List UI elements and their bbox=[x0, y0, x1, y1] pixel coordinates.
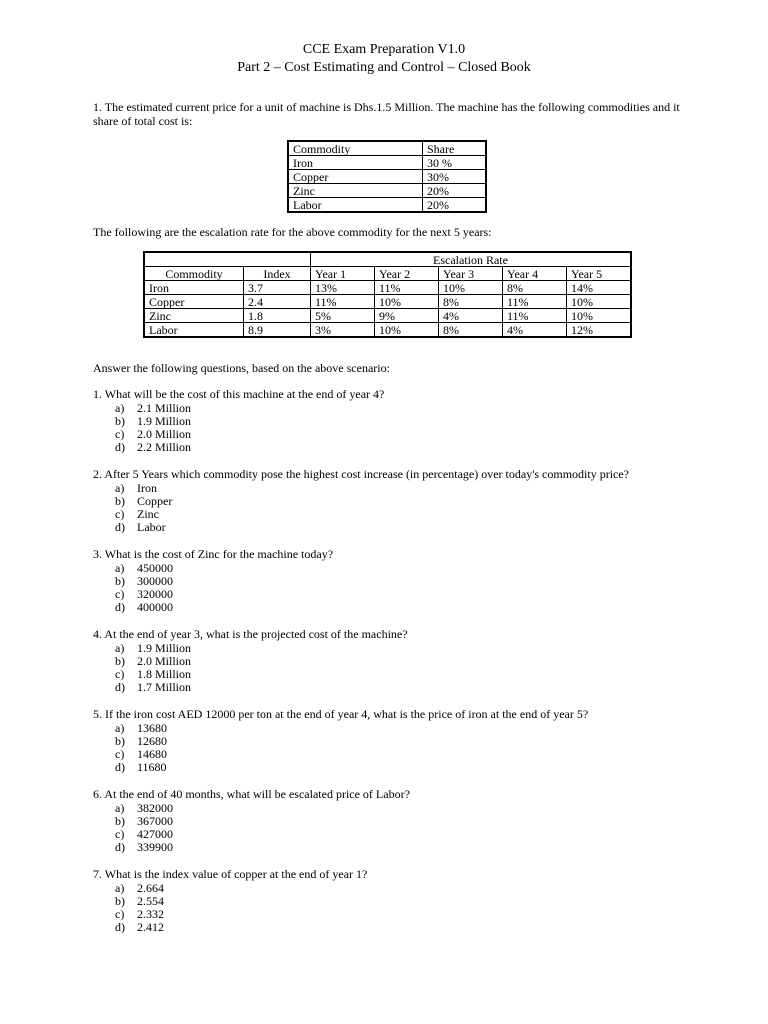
option-text: 2.554 bbox=[137, 893, 164, 908]
answer-options bbox=[93, 642, 693, 695]
question-text: 3. What is the cost of Zinc for the machine today? bbox=[93, 547, 334, 561]
question-text: 7. What is the index value of copper at the end of year 1? bbox=[93, 867, 368, 881]
option-text: 11680 bbox=[137, 760, 167, 775]
option-letter: a) bbox=[115, 400, 125, 415]
option-letter: a) bbox=[115, 880, 125, 895]
option-letter: c) bbox=[115, 587, 125, 602]
answer-option bbox=[93, 642, 693, 655]
question-block bbox=[93, 548, 693, 615]
table-cell: 10% bbox=[375, 323, 439, 338]
option-letter: b) bbox=[115, 573, 125, 588]
option-letter: c) bbox=[115, 827, 125, 842]
question-text: 5. If the iron cost AED 12000 per ton at the end of year 4, what is the price of iron at the end of year 5? bbox=[93, 707, 589, 721]
option-text: 1.9 Million bbox=[137, 413, 192, 428]
answer-option bbox=[93, 508, 693, 521]
table-cell: 12% bbox=[567, 323, 632, 338]
table-cell: 13% bbox=[311, 281, 375, 295]
table-header-cell: Index bbox=[244, 267, 311, 281]
table-cell: 10% bbox=[375, 295, 439, 309]
commodity-share-table bbox=[287, 140, 487, 213]
answer-options bbox=[93, 722, 693, 775]
table-cell: 11% bbox=[311, 295, 375, 309]
empty-cell bbox=[144, 252, 244, 267]
table-header-cell: Year 3 bbox=[439, 267, 503, 281]
question-text: 1. What will be the cost of this machine at the end of year 4? bbox=[93, 387, 385, 401]
table-cell: Iron bbox=[288, 156, 423, 170]
table-row bbox=[144, 323, 631, 338]
table-header-cell: Share bbox=[423, 141, 487, 156]
option-text: 427000 bbox=[137, 827, 173, 842]
table-cell: 30 % bbox=[423, 156, 487, 170]
table-header-cell: Year 2 bbox=[375, 267, 439, 281]
table-cell: 3.7 bbox=[244, 281, 311, 295]
table-header-row bbox=[144, 267, 631, 281]
option-text: 1.7 Million bbox=[137, 680, 192, 695]
answer-options bbox=[93, 882, 693, 935]
answer-option bbox=[93, 655, 693, 668]
option-text: 2.0 Million bbox=[137, 427, 192, 442]
option-text: Zinc bbox=[137, 507, 159, 522]
table-cell: 4% bbox=[503, 323, 567, 338]
option-letter: d) bbox=[115, 920, 125, 935]
table-header-cell: Commodity bbox=[288, 141, 423, 156]
option-letter: b) bbox=[115, 413, 125, 428]
option-text: 14680 bbox=[137, 747, 167, 762]
answer-option bbox=[93, 482, 693, 495]
option-text: Copper bbox=[137, 493, 173, 508]
table-group-header-row bbox=[144, 252, 631, 267]
table-cell: 9% bbox=[375, 309, 439, 323]
option-letter: c) bbox=[115, 747, 125, 762]
option-text: 300000 bbox=[137, 573, 173, 588]
table-cell: 11% bbox=[503, 309, 567, 323]
answer-option bbox=[93, 415, 693, 428]
table-cell: 8% bbox=[439, 295, 503, 309]
table-cell: 8% bbox=[503, 281, 567, 295]
table-cell: Zinc bbox=[288, 184, 423, 198]
table-cell: Labor bbox=[288, 198, 423, 213]
table-cell: 20% bbox=[423, 198, 487, 213]
option-text: 367000 bbox=[137, 813, 173, 828]
table-row bbox=[144, 309, 631, 323]
option-letter: a) bbox=[115, 800, 125, 815]
escalation-intro: The following are the escalation rate for the above commodity for the next 5 years: bbox=[93, 225, 492, 239]
question-block bbox=[93, 468, 693, 535]
answer-intro: Answer the following questions, based on the above scenario: bbox=[93, 361, 390, 375]
table-row bbox=[288, 170, 486, 184]
option-letter: d) bbox=[115, 440, 125, 455]
option-text: 2.0 Million bbox=[137, 653, 192, 668]
table-row bbox=[288, 198, 486, 213]
table-header-cell: Year 1 bbox=[311, 267, 375, 281]
table-cell: 4% bbox=[439, 309, 503, 323]
answer-option bbox=[93, 882, 693, 895]
table-row bbox=[288, 184, 486, 198]
document-title: CCE Exam Preparation V1.0 bbox=[302, 42, 466, 57]
answer-option bbox=[93, 895, 693, 908]
table-cell: 10% bbox=[439, 281, 503, 295]
intro-paragraph: 1. The estimated current price for a unit of machine is Dhs.1.5 Million. The machine has the following commodities and it share of total cost is: bbox=[93, 100, 680, 128]
option-letter: a) bbox=[115, 720, 125, 735]
option-letter: c) bbox=[115, 427, 125, 442]
option-letter: d) bbox=[115, 840, 125, 855]
option-text: 339900 bbox=[137, 840, 173, 855]
option-text: 2.412 bbox=[137, 920, 164, 935]
answer-options bbox=[93, 802, 693, 855]
answer-option bbox=[93, 735, 693, 748]
question-text: 4. At the end of year 3, what is the projected cost of the machine? bbox=[93, 627, 408, 641]
table-cell: 14% bbox=[567, 281, 632, 295]
table-cell: 10% bbox=[567, 309, 632, 323]
option-text: 2.2 Million bbox=[137, 440, 192, 455]
option-text: 450000 bbox=[137, 560, 173, 575]
option-text: 12680 bbox=[137, 733, 167, 748]
answer-option bbox=[93, 681, 693, 694]
answer-option bbox=[93, 402, 693, 415]
option-letter: d) bbox=[115, 600, 125, 615]
table-header-cell: Year 4 bbox=[503, 267, 567, 281]
option-letter: a) bbox=[115, 480, 125, 495]
answer-option bbox=[93, 802, 693, 815]
table-cell: 30% bbox=[423, 170, 487, 184]
option-letter: a) bbox=[115, 560, 125, 575]
option-letter: a) bbox=[115, 640, 125, 655]
option-text: 320000 bbox=[137, 587, 173, 602]
table-header-row bbox=[288, 141, 486, 156]
option-letter: b) bbox=[115, 733, 125, 748]
answer-option bbox=[93, 562, 693, 575]
answer-option bbox=[93, 441, 693, 454]
option-text: Iron bbox=[137, 480, 157, 495]
question-text: 2. After 5 Years which commodity pose the highest cost increase (in percentage) over today's commodity price? bbox=[93, 467, 630, 481]
answer-option bbox=[93, 495, 693, 508]
answer-options bbox=[93, 482, 693, 535]
option-letter: c) bbox=[115, 667, 125, 682]
answer-option bbox=[93, 748, 693, 761]
table-cell: 11% bbox=[503, 295, 567, 309]
table-cell: 5% bbox=[311, 309, 375, 323]
option-text: 1.8 Million bbox=[137, 667, 192, 682]
option-letter: d) bbox=[115, 760, 125, 775]
question-block bbox=[93, 628, 693, 695]
option-letter: b) bbox=[115, 893, 125, 908]
table-cell: 2.4 bbox=[244, 295, 311, 309]
option-letter: b) bbox=[115, 493, 125, 508]
option-text: 2.664 bbox=[137, 880, 164, 895]
answer-option bbox=[93, 815, 693, 828]
table-cell: Zinc bbox=[144, 309, 244, 323]
table-cell: Iron bbox=[144, 281, 244, 295]
table-cell: 11% bbox=[375, 281, 439, 295]
escalation-rate-header: Escalation Rate bbox=[311, 252, 632, 267]
answer-options bbox=[93, 402, 693, 455]
answer-options bbox=[93, 562, 693, 615]
question-block bbox=[93, 708, 693, 775]
option-text: 13680 bbox=[137, 720, 167, 735]
table-row bbox=[144, 295, 631, 309]
answer-option bbox=[93, 841, 693, 854]
option-text: 400000 bbox=[137, 600, 173, 615]
option-text: Labor bbox=[137, 520, 166, 535]
answer-option bbox=[93, 575, 693, 588]
option-letter: c) bbox=[115, 507, 125, 522]
answer-option bbox=[93, 921, 693, 934]
option-text: 382000 bbox=[137, 800, 173, 815]
table-row bbox=[288, 156, 486, 170]
option-letter: d) bbox=[115, 520, 125, 535]
answer-option bbox=[93, 722, 693, 735]
option-letter: b) bbox=[115, 653, 125, 668]
table-cell: Labor bbox=[144, 323, 244, 338]
question-block bbox=[93, 788, 693, 855]
option-letter: d) bbox=[115, 680, 125, 695]
option-text: 2.332 bbox=[137, 907, 164, 922]
option-letter: b) bbox=[115, 813, 125, 828]
answer-option bbox=[93, 828, 693, 841]
question-block bbox=[93, 868, 693, 935]
table-cell: Copper bbox=[144, 295, 244, 309]
empty-cell bbox=[244, 252, 311, 267]
answer-option bbox=[93, 761, 693, 774]
answer-option bbox=[93, 588, 693, 601]
table-row bbox=[144, 281, 631, 295]
answer-option bbox=[93, 428, 693, 441]
answer-option bbox=[93, 908, 693, 921]
option-text: 2.1 Million bbox=[137, 400, 192, 415]
table-cell: 20% bbox=[423, 184, 487, 198]
answer-option bbox=[93, 668, 693, 681]
table-header-cell: Commodity bbox=[144, 267, 244, 281]
option-letter: c) bbox=[115, 907, 125, 922]
table-header-cell: Year 5 bbox=[567, 267, 632, 281]
answer-option bbox=[93, 521, 693, 534]
table-cell: 3% bbox=[311, 323, 375, 338]
table-cell: Copper bbox=[288, 170, 423, 184]
escalation-rate-table bbox=[143, 251, 632, 338]
answer-option bbox=[93, 601, 693, 614]
table-cell: 8% bbox=[439, 323, 503, 338]
question-text: 6. At the end of 40 months, what will be escalated price of Labor? bbox=[93, 787, 410, 801]
table-cell: 1.8 bbox=[244, 309, 311, 323]
document-subtitle: Part 2 – Cost Estimating and Control – Closed Book bbox=[237, 60, 531, 75]
option-text: 1.9 Million bbox=[137, 640, 192, 655]
table-cell: 8.9 bbox=[244, 323, 311, 338]
question-block bbox=[93, 388, 693, 455]
table-cell: 10% bbox=[567, 295, 632, 309]
